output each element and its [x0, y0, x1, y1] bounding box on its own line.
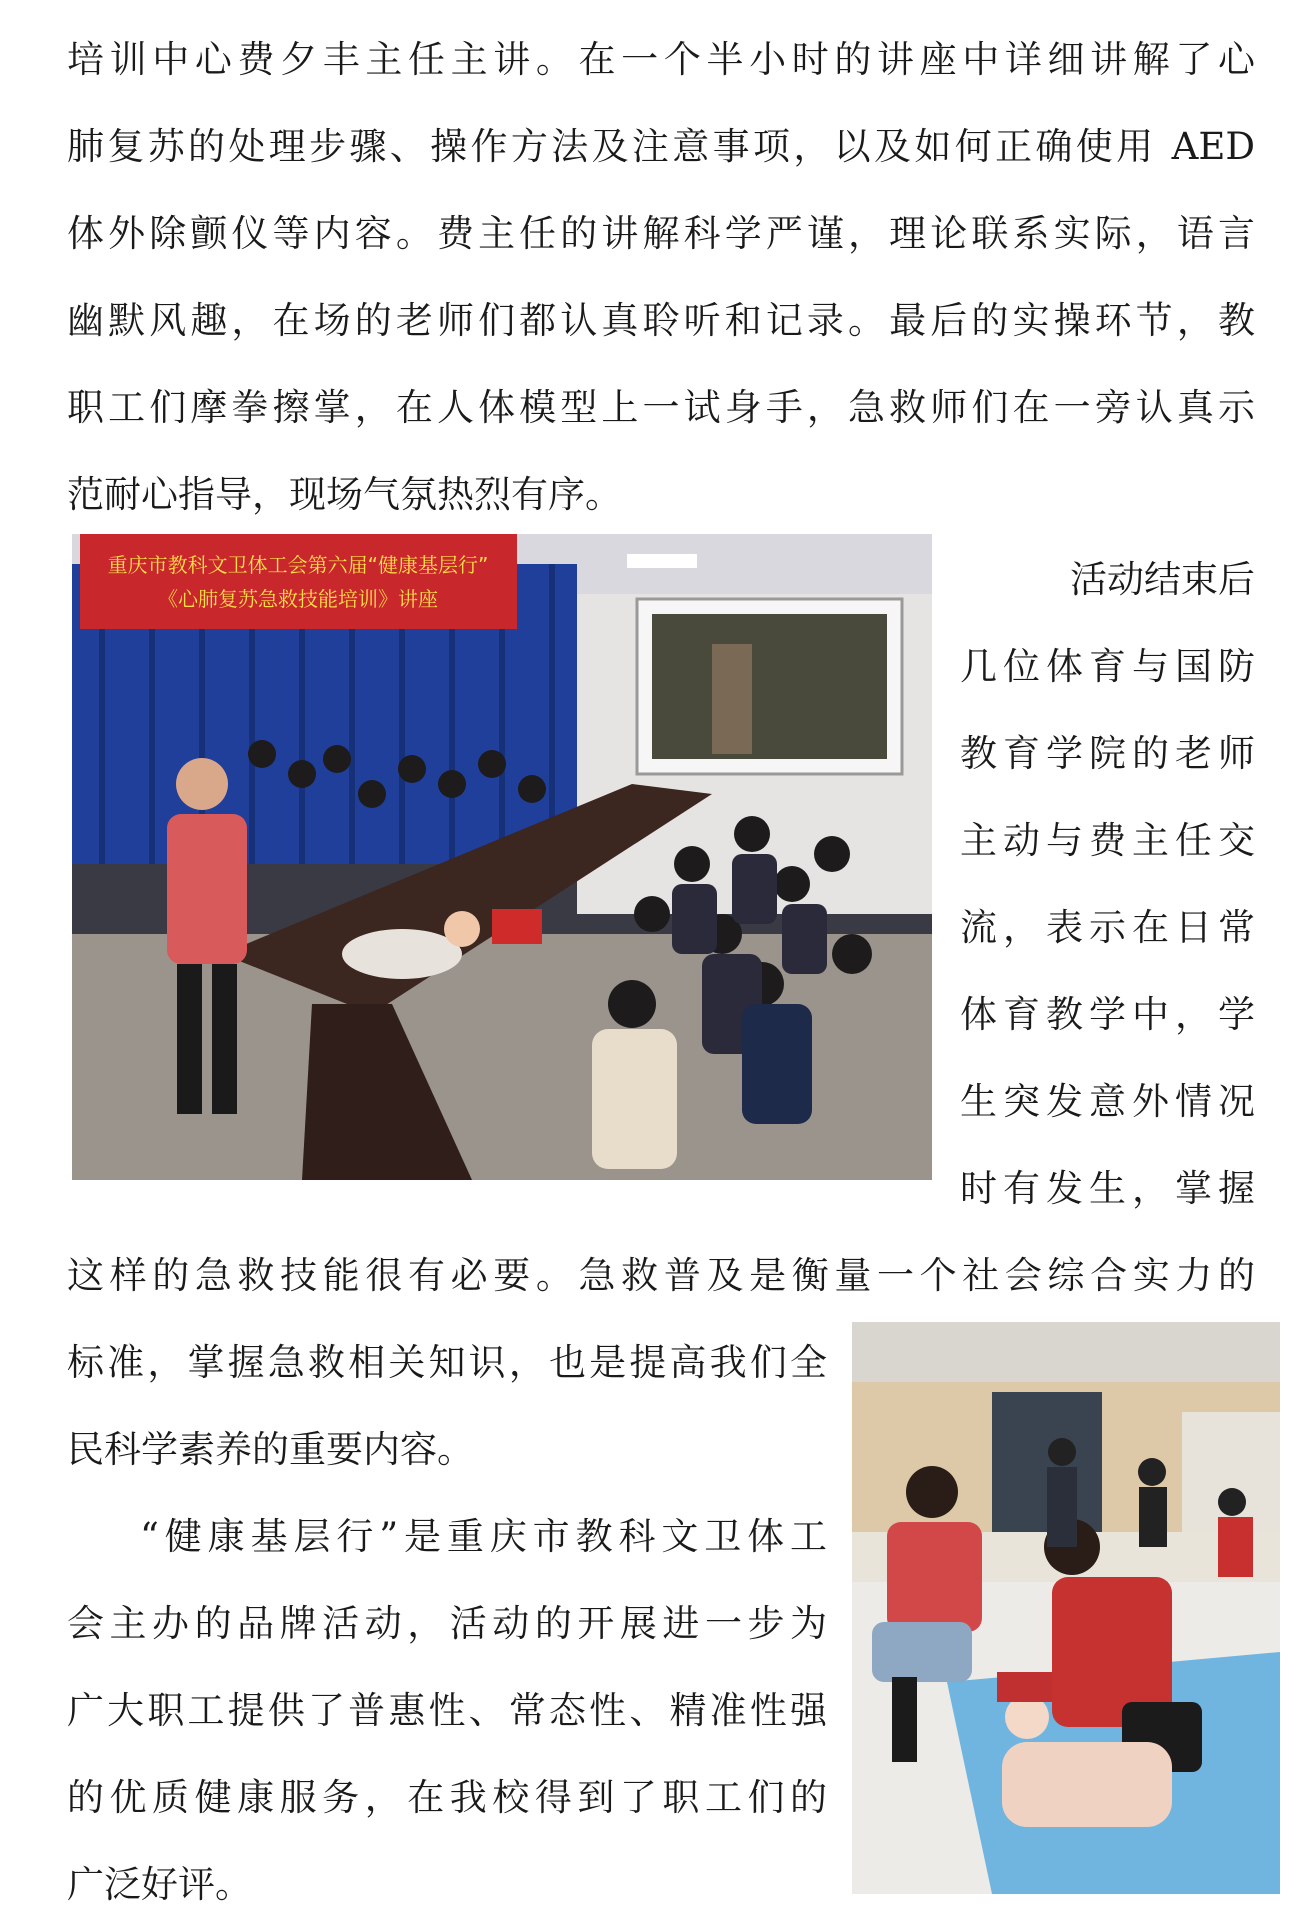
text-line: 广泛好评。 [67, 1863, 252, 1906]
text-line: 生突发意外情况 [960, 1080, 1255, 1123]
text-line: 时有发生，掌握 [960, 1167, 1255, 1210]
cpr-practice-photo [852, 1322, 1280, 1894]
text-line: 民科学素养的重要内容。 [67, 1428, 474, 1471]
text-line: 幽默风趣，在场的老师们都认真聆听和记录。最后的实操环节，教 [67, 299, 1255, 342]
text-line: 几位体育与国防 [960, 645, 1255, 688]
text-line: 活动结束后 [1070, 558, 1255, 601]
text-line: 广大职工提供了普惠性、常态性、精准性强 [67, 1689, 827, 1732]
text-line: 肺复苏的处理步骤、操作方法及注意事项，以及如何正确使用 AED [67, 125, 1255, 168]
text-line: 教育学院的老师 [960, 732, 1255, 775]
banner-line-1: 重庆市教科文卫体工会第六届“健康基层行” [107, 553, 489, 577]
banner-line-2: 《心肺复苏急救技能培训》讲座 [158, 587, 438, 611]
lecture-photo [72, 534, 932, 1180]
text-line: 会主办的品牌活动，活动的开展进一步为 [67, 1602, 827, 1645]
text-line: 培训中心费夕丰主任主讲。在一个半小时的讲座中详细讲解了心 [67, 38, 1255, 81]
text-line: 体育教学中，学 [960, 993, 1255, 1036]
text-line: 标准，掌握急救相关知识，也是提高我们全 [67, 1341, 827, 1384]
text-line: “健康基层行”是重庆市教科文卫体工 [140, 1515, 827, 1558]
text-line: 的优质健康服务，在我校得到了职工们的 [67, 1776, 827, 1819]
text-line: 范耐心指导，现场气氛热烈有序。 [67, 473, 622, 516]
text-line: 流，表示在日常 [960, 906, 1255, 949]
text-line: 职工们摩拳擦掌，在人体模型上一试身手，急救师们在一旁认真示 [67, 386, 1255, 429]
text-line: 这样的急救技能很有必要。急救普及是衡量一个社会综合实力的 [67, 1254, 1255, 1297]
text-line: 体外除颤仪等内容。费主任的讲解科学严谨，理论联系实际，语言 [67, 212, 1255, 255]
text-line: 主动与费主任交 [960, 819, 1255, 862]
